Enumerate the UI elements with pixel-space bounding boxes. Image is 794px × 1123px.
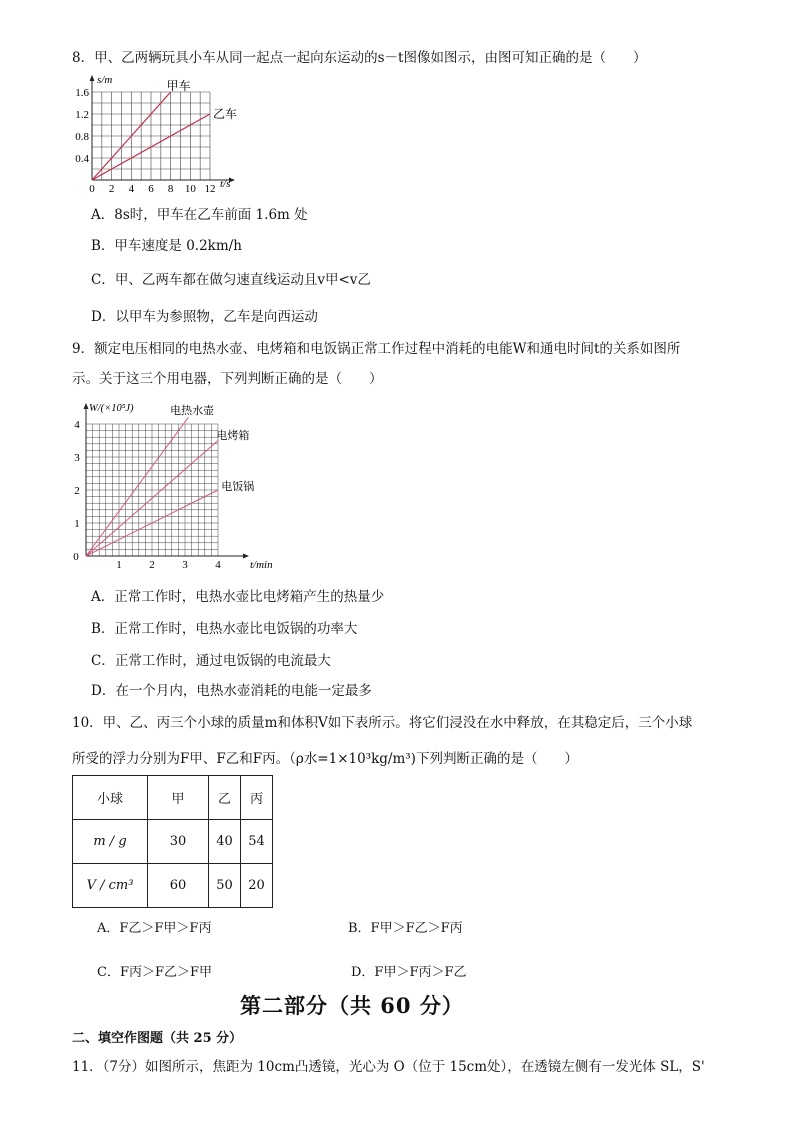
- q10-option-b: B．F甲＞F乙＞F丙: [348, 921, 463, 936]
- table-cell: 甲: [148, 776, 209, 820]
- grid: [86, 424, 218, 556]
- table-cell: 40: [209, 820, 241, 864]
- y-tick-label: 4: [74, 419, 80, 431]
- table-cell: m / g: [73, 820, 148, 864]
- y-tick-label: 0.8: [75, 131, 89, 143]
- q9-option-d: D．在一个月内，电热水壶消耗的电能一定最多: [91, 683, 372, 699]
- y-tick-label: 2: [74, 485, 80, 497]
- q9-option-c: C．正常工作时，通过电饭锅的电流最大: [91, 653, 331, 669]
- table-cell: 乙: [209, 776, 241, 820]
- table-cell: 54: [241, 820, 273, 864]
- x-tick-label: 2: [108, 183, 115, 194]
- q8-option-a: A．8s时，甲车在乙车前面 1.6m 处: [91, 207, 308, 223]
- x-tick-label: 1: [116, 559, 122, 570]
- q10-option-d: D．F甲＞F丙＞F乙: [351, 965, 467, 980]
- x-tick-label: 3: [182, 559, 188, 570]
- x-axis-label: t/s: [220, 178, 231, 190]
- series-label: 乙车: [213, 107, 238, 121]
- series-line-kettle: [86, 417, 188, 556]
- x-tick-label: 0: [89, 183, 95, 194]
- series-label: 甲车: [166, 79, 191, 93]
- table-cell: 小球: [73, 776, 148, 820]
- table-row: [73, 864, 273, 908]
- y-axis-label: s/m: [97, 74, 113, 86]
- part2-title: 第二部分（共 60 分）: [240, 993, 464, 1018]
- y-axis-arrow: [84, 403, 89, 409]
- q8-st-chart: [60, 74, 250, 194]
- q9-stem-line2: 示。关于这三个用电器，下列判断正确的是（ ）: [72, 371, 383, 387]
- y-axis-label: W/(×10⁵J): [89, 403, 134, 414]
- q10-stem-line2: 所受的浮力分别为F甲、F乙和F丙。（ρ水=1×10³kg/m³)下列判断正确的是（ ）: [72, 751, 578, 767]
- y-axis-arrow: [90, 75, 95, 81]
- x-tick-label: 10: [184, 183, 196, 194]
- x-axis-arrow: [243, 554, 249, 559]
- table-header-row: [73, 776, 273, 820]
- x-tick-label: 6: [148, 183, 154, 194]
- table-cell: 20: [241, 864, 273, 908]
- grid: [92, 92, 210, 180]
- q10-option-a: A．F乙＞F甲＞F丙: [97, 921, 212, 936]
- table-cell: 60: [148, 864, 209, 908]
- q11-stem: 11．（7分）如图所示，焦距为 10cm凸透镜，光心为 O（位于 15cm处），在透镜左侧有一发光体 SL，S': [72, 1059, 705, 1075]
- q9-option-b: B．正常工作时，电热水壶比电饭锅的功率大: [91, 621, 358, 637]
- q10-option-c: C．F丙＞F乙＞F甲: [97, 965, 213, 980]
- y-tick-label: 1.6: [75, 87, 89, 99]
- series-label: 电烤箱: [216, 429, 250, 442]
- table-cell: 50: [209, 864, 241, 908]
- q8-option-d: D．以甲车为参照物，乙车是向西运动: [91, 309, 318, 325]
- q9-option-a: A．正常工作时，电热水壶比电烤箱产生的热量少: [91, 589, 385, 605]
- x-tick-label: 4: [128, 183, 135, 194]
- y-tick-label: 1.2: [75, 109, 89, 121]
- x-tick-label: 2: [149, 559, 155, 570]
- q8-stem: 8．甲、乙两辆玩具小车从同一起点一起向东运动的s－t图像如图示，由图可知正确的是（ ）: [72, 50, 647, 66]
- q9-wt-chart: [70, 398, 285, 570]
- y-tick-label: 0.4: [75, 153, 89, 165]
- q10-stem-line1: 10．甲、乙、丙三个小球的质量m和体积V如下表所示。将它们浸没在水中释放，在其稳定后，三个小球: [72, 715, 693, 731]
- x-tick-label: 0: [73, 551, 79, 563]
- x-tick-label: 8: [167, 183, 174, 194]
- y-tick-label: 3: [74, 452, 80, 464]
- table-cell: 30: [148, 820, 209, 864]
- q9-stem-line1: 9．额定电压相同的电热水壶、电烤箱和电饭锅正常工作过程中消耗的电能W和通电时间t的关系如图所: [72, 341, 681, 357]
- ball-data-table: [72, 775, 273, 908]
- table-row: [73, 820, 273, 864]
- q8-option-c: C．甲、乙两车都在做匀速直线运动且v甲<v乙: [91, 272, 371, 288]
- series-label: 电饭锅: [221, 481, 255, 493]
- x-axis-label: t/min: [250, 559, 273, 570]
- x-tick-label: 12: [204, 183, 216, 194]
- x-tick-label: 4: [215, 559, 221, 570]
- table-cell: 丙: [241, 776, 273, 820]
- series-label: 电热水壶: [170, 405, 215, 418]
- q8-option-b: B．甲车速度是 0.2km/h: [91, 238, 242, 254]
- section-heading: 二、填空作图题（共 25 分）: [72, 1031, 243, 1046]
- y-tick-label: 1: [74, 518, 80, 530]
- table-cell: V / cm³: [73, 864, 148, 908]
